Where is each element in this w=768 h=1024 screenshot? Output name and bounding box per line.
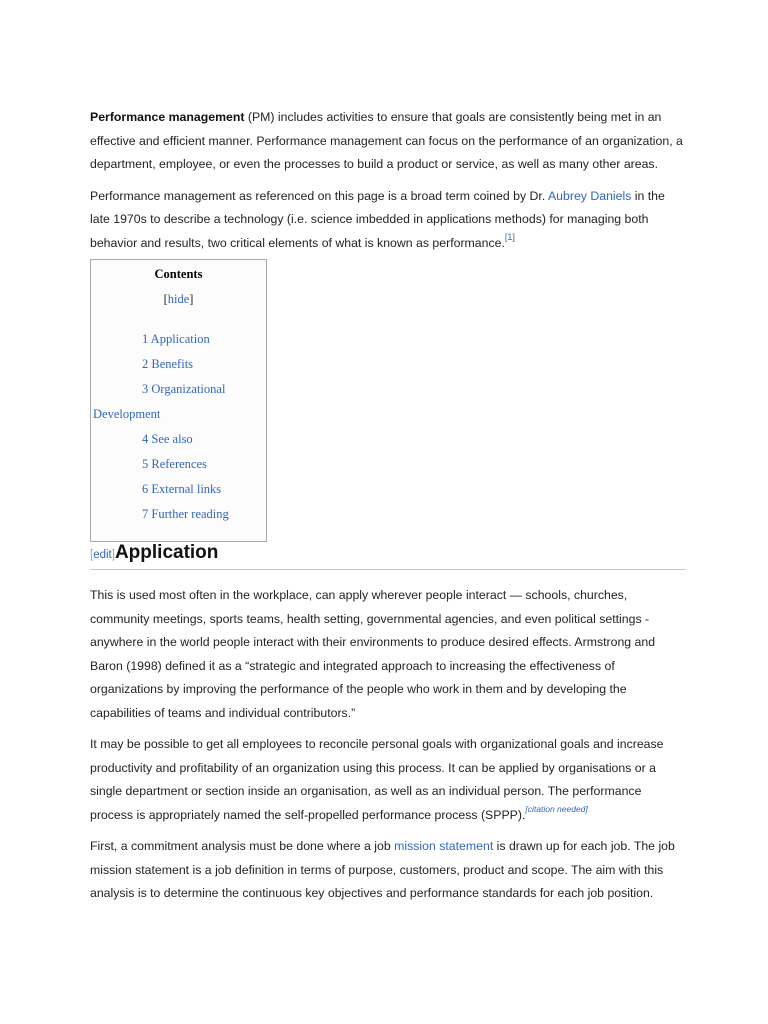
article-content <box>90 106 686 914</box>
paragraph-origin <box>90 185 686 256</box>
toc-link-organizational-development[interactable]: 3 Organizational Development <box>93 382 226 421</box>
bracket-open: [ <box>163 292 168 306</box>
toc-item-external-links[interactable] <box>93 477 264 502</box>
paragraph-intro <box>90 106 686 177</box>
toc-link-application[interactable]: 1 Application <box>142 332 210 346</box>
toc-hide-link[interactable]: hide <box>167 292 190 306</box>
article-bold-lead: Performance management <box>90 110 245 124</box>
edit-bracket-close: ] <box>111 549 115 561</box>
link-mission-statement[interactable]: mission statement <box>394 839 494 853</box>
toc-item-see-also[interactable] <box>93 427 264 452</box>
toc-item-application[interactable] <box>93 327 264 352</box>
paragraph-commitment-analysis <box>90 835 686 906</box>
paragraph-text: in the late 1970s to describe a technology (i.e. science imbedded in applications methods) for managing both behavior and results, two critical elements of what is known as performance. <box>90 188 665 250</box>
link-aubrey-daniels[interactable]: Aubrey Daniels <box>547 188 632 203</box>
toc-link-external-links[interactable]: 6 External links <box>142 482 222 496</box>
paragraph-text: Performance management as referenced on this page is a broad term coined by Dr. <box>90 188 548 203</box>
edit-link[interactable]: edit <box>93 549 112 561</box>
section-title: Application <box>114 542 219 563</box>
edit-bracket-open: [ <box>90 549 94 561</box>
paragraph-text: First, a commitment analysis must be done where a job <box>90 839 395 853</box>
reference-1-link[interactable]: [1] <box>504 232 515 243</box>
paragraph-text: (PM) includes activities to ensure that goals are consistently being met in an effective and efficient manner. Performance management can focus on the performance of an organization, a department, employee, or even the processes to build a product or service, as well as many other areas. <box>90 110 683 171</box>
paragraph-text: is drawn up for each job. The job mission statement is a job definition in terms of purpose, customers, product and scope. The aim with this analysis is to determine the continuous key objectives and performance standards for each job position. <box>90 839 675 900</box>
toc-link-references[interactable]: 5 References <box>142 457 207 471</box>
toc-item-references[interactable] <box>93 452 264 477</box>
toc-link-benefits[interactable]: 2 Benefits <box>142 357 194 371</box>
toc-item-further-reading[interactable] <box>93 502 264 527</box>
table-of-contents <box>90 259 267 542</box>
section-heading-application <box>90 542 686 570</box>
toc-link-further-reading[interactable]: 7 Further reading <box>142 507 229 521</box>
toc-item-organizational-development[interactable] <box>93 377 264 427</box>
toc-spacer <box>93 312 264 327</box>
toc-title: Contents <box>154 267 203 281</box>
citation-needed-link[interactable]: [citation needed] <box>525 804 588 815</box>
paragraph-sppp <box>90 733 686 827</box>
toc-hide-row <box>93 287 264 312</box>
bracket-close: ] <box>189 292 194 306</box>
paragraph-workplace: This is used most often in the workplace, can apply wherever people interact — schools, churches, community meetings, sports teams, health setting, governmental agencies, and even political settings - anywhere in the world people interact with their environments to produce desired effects. Armstrong and Baron (1998) defined it as a “strategic and integrated approach to increasing the effectiveness of organizations by improving the performance of the people who work in them and by developing the capabilities of teams and individual contributors.” <box>90 588 656 720</box>
toc-link-see-also[interactable]: 4 See also <box>142 432 193 446</box>
toc-item-benefits[interactable] <box>93 352 264 377</box>
paragraph-text: It may be possible to get all employees to reconcile personal goals with organizational goals and increase productivity and profitability of an organization using this process. It can be applied by organisations or a single department or section inside an organisation, as well as an individual person. The performance process is appropriately named the self-propelled performance process (SPPP). <box>90 737 664 822</box>
